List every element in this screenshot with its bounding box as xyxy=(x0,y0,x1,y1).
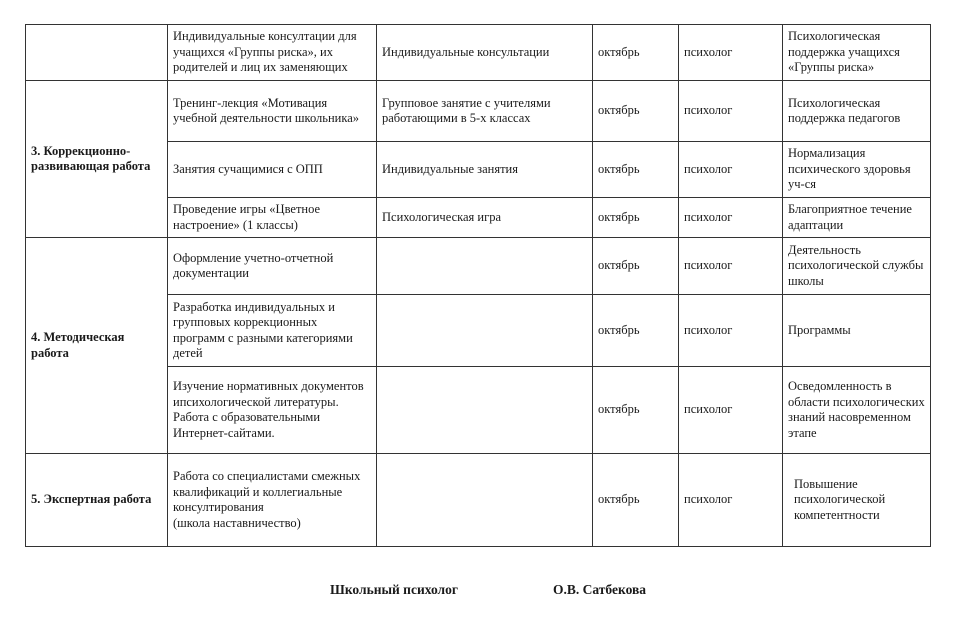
term-cell: октябрь xyxy=(593,367,679,454)
section-cell xyxy=(26,25,168,81)
activity-line: Работа со специалистами смежных квалификаций и коллегиальные консултирования xyxy=(173,469,361,514)
activity-cell: Занятия сучащимися с ОПП xyxy=(168,142,377,198)
term-cell: октябрь xyxy=(593,198,679,238)
result-cell: Нормализация психического здоровья уч-ся xyxy=(783,142,931,198)
result-cell: Психологическая поддержка учащихся «Группы риска» xyxy=(783,25,931,81)
responsible-cell: психолог xyxy=(679,81,783,142)
result-cell: Деятельность психологической службы школы xyxy=(783,238,931,295)
activity-cell: Индивидуальные консултации для учащихся «Группы риска», их родителей и лиц их заменяющих xyxy=(168,25,377,81)
term-cell: октябрь xyxy=(593,454,679,547)
form-cell: Психологическая игра xyxy=(377,198,593,238)
form-cell: Индивидуальные занятия xyxy=(377,142,593,198)
form-cell xyxy=(377,367,593,454)
table-row xyxy=(26,25,931,81)
form-cell xyxy=(377,454,593,547)
responsible-cell: психолог xyxy=(679,142,783,198)
result-cell: Осведомленность в области психологических знаний насовременном этапе xyxy=(783,367,931,454)
table-row xyxy=(26,81,931,142)
result-cell: Благоприятное течение адаптации xyxy=(783,198,931,238)
activity-cell: Разработка индивидуальных и групповых коррекционных программ с разными категориями детей xyxy=(168,295,377,367)
signature-role: Школьный психолог xyxy=(330,582,458,597)
activity-cell xyxy=(168,454,377,547)
activity-line: (школа наставничество) xyxy=(173,515,301,530)
result-cell: Программы xyxy=(783,295,931,367)
signature-name: О.В. Сатбекова xyxy=(553,582,647,597)
responsible-cell: психолог xyxy=(679,198,783,238)
responsible-cell: психолог xyxy=(679,25,783,81)
work-plan-table xyxy=(25,24,931,547)
result-cell: Повышение психологической компетентности xyxy=(783,454,931,547)
responsible-cell: психолог xyxy=(679,238,783,295)
result-cell: Психологическая поддержка педагогов xyxy=(783,81,931,142)
activity-cell: Проведение игры «Цветное настроение» (1 классы) xyxy=(168,198,377,238)
term-cell: октябрь xyxy=(593,25,679,81)
term-cell: октябрь xyxy=(593,142,679,198)
form-cell: Индивидуальные консультации xyxy=(377,25,593,81)
section-cell: 3. Коррекционно-развивающая работа xyxy=(26,81,168,238)
responsible-cell: психолог xyxy=(679,367,783,454)
table-row xyxy=(26,238,931,295)
section-cell: 4. Методическая работа xyxy=(26,238,168,454)
term-cell: октябрь xyxy=(593,238,679,295)
term-cell: октябрь xyxy=(593,81,679,142)
form-cell xyxy=(377,238,593,295)
term-cell: октябрь xyxy=(593,295,679,367)
form-cell xyxy=(377,295,593,367)
section-cell: 5. Экспертная работа xyxy=(26,454,168,547)
table-row xyxy=(26,454,931,547)
activity-cell: Оформление учетно-отчетной документации xyxy=(168,238,377,295)
activity-cell: Тренинг-лекция «Мотивация учебной деятельности школьника» xyxy=(168,81,377,142)
responsible-cell: психолог xyxy=(679,295,783,367)
activity-cell: Изучение нормативных документов ипсихологической литературы. Работа с образовательными Интернет-сайтами. xyxy=(168,367,377,454)
form-cell: Групповое занятие с учителями работающими в 5-х классах xyxy=(377,81,593,142)
responsible-cell: психолог xyxy=(679,454,783,547)
